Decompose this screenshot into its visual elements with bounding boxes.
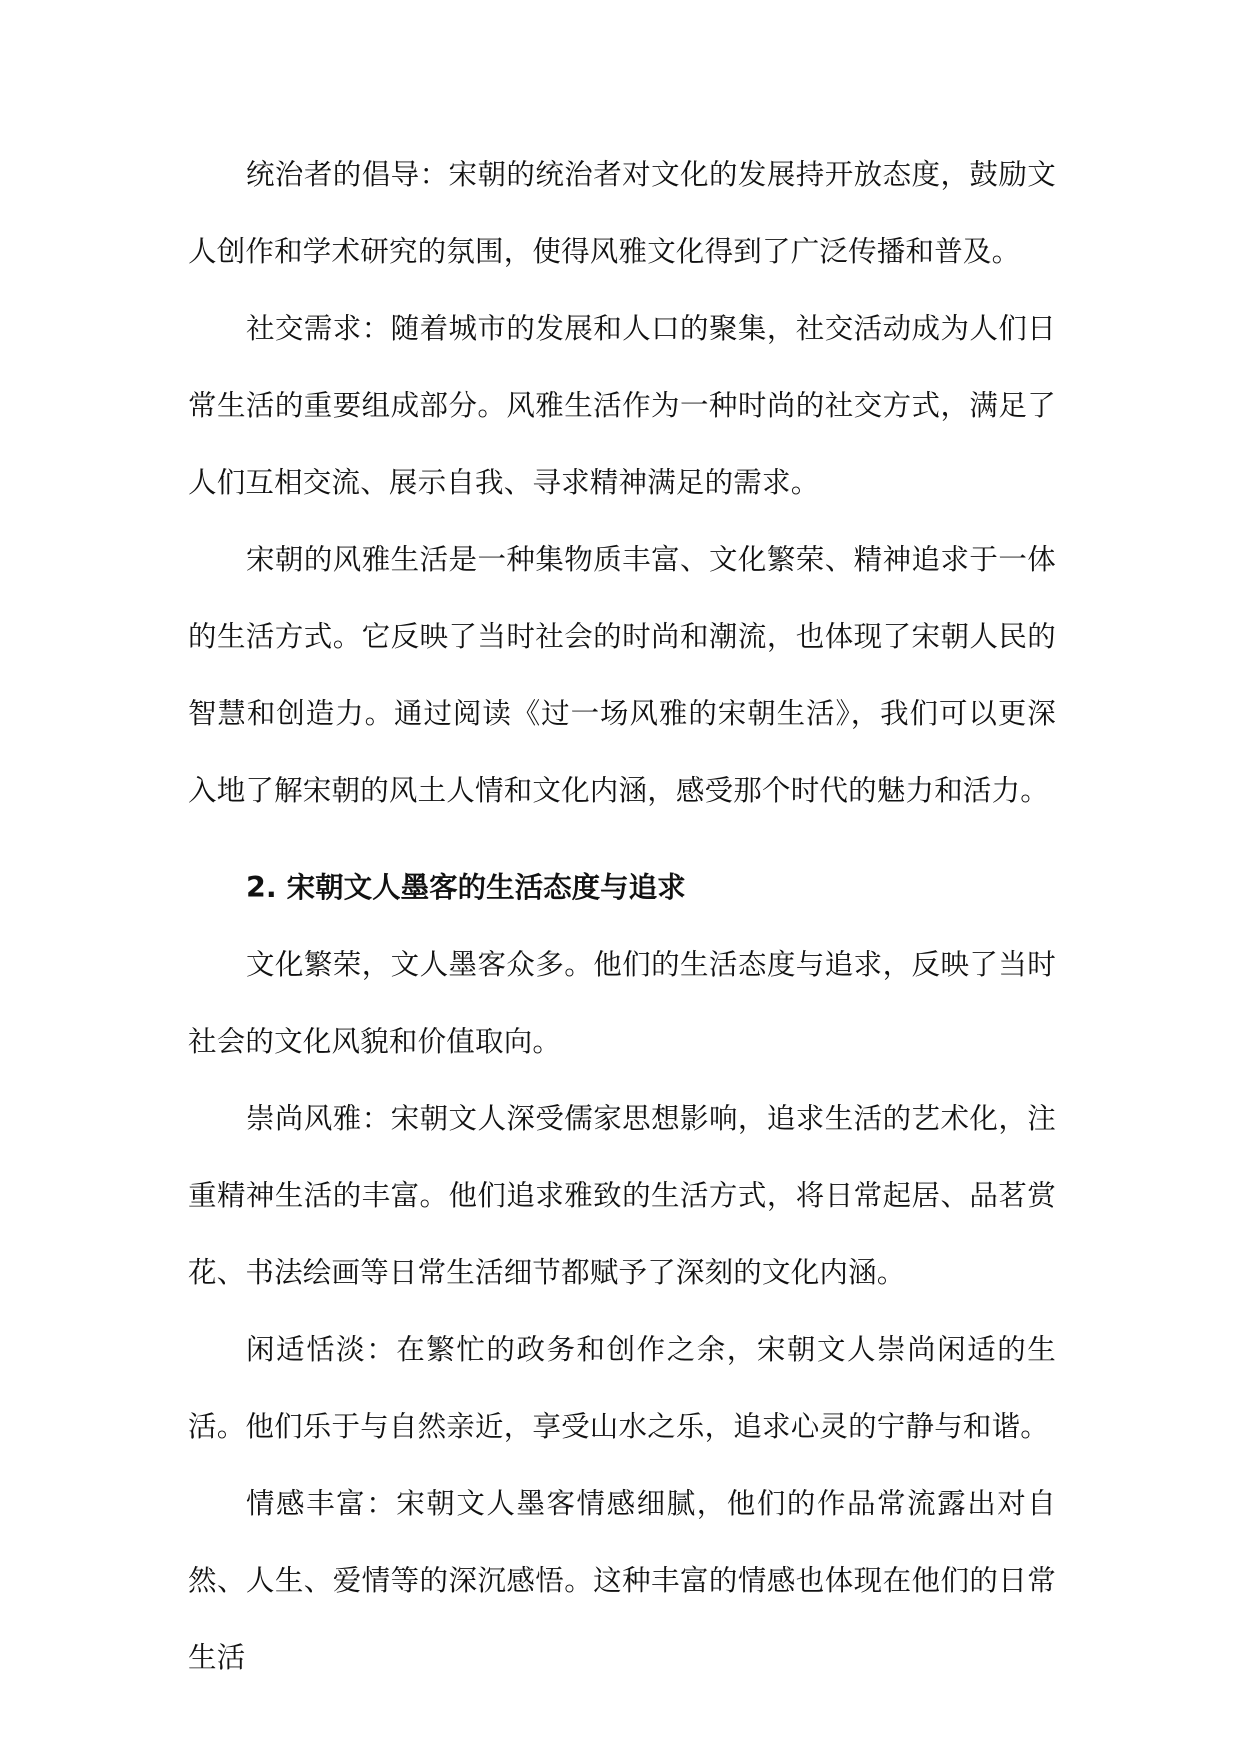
paragraph-cultural-prosperity: 文化繁荣，文人墨客众多。他们的生活态度与追求，反映了当时社会的文化风貌和价值取向。: [188, 948, 1056, 1058]
document-page: [188, 136, 1056, 1696]
paragraph-advocating-elegance: 崇尚风雅：宋朝文人深受儒家思想影响，追求生活的艺术化，注重精神生活的丰富。他们追求雅致的生活方式，将日常起居、品茗赏花、书法绘画等日常生活细节都赋予了深刻的文化内涵。: [188, 1102, 1056, 1289]
section-spacer: [188, 829, 1056, 849]
paragraph-song-elegant-life: 宋朝的风雅生活是一种集物质丰富、文化繁荣、精神追求于一体的生活方式。它反映了当时社会的时尚和潮流，也体现了宋朝人民的智慧和创造力。通过阅读《过一场风雅的宋朝生活》，我们可以更深入地了解宋朝的风土人情和文化内涵，感受那个时代的魅力和活力。: [188, 543, 1056, 807]
paragraph-social-needs: 社交需求：随着城市的发展和人口的聚集，社交活动成为人们日常生活的重要组成部分。风雅生活作为一种时尚的社交方式，满足了人们互相交流、展示自我、寻求精神满足的需求。: [188, 312, 1056, 499]
section-heading: 2. 宋朝文人墨客的生活态度与追求: [246, 871, 686, 904]
paragraph-rulers-advocacy: 统治者的倡导：宋朝的统治者对文化的发展持开放态度，鼓励文人创作和学术研究的氛围，使得风雅文化得到了广泛传播和普及。: [188, 158, 1056, 268]
paragraph-rich-emotions: 情感丰富：宋朝文人墨客情感细腻，他们的作品常流露出对自然、人生、爱情等的深沉感悟。这种丰富的情感也体现在他们的日常生活: [188, 1487, 1056, 1674]
paragraph-leisure-tranquility: 闲适恬淡：在繁忙的政务和创作之余，宋朝文人崇尚闲适的生活。他们乐于与自然亲近，享受山水之乐，追求心灵的宁静与和谐。: [188, 1333, 1056, 1443]
